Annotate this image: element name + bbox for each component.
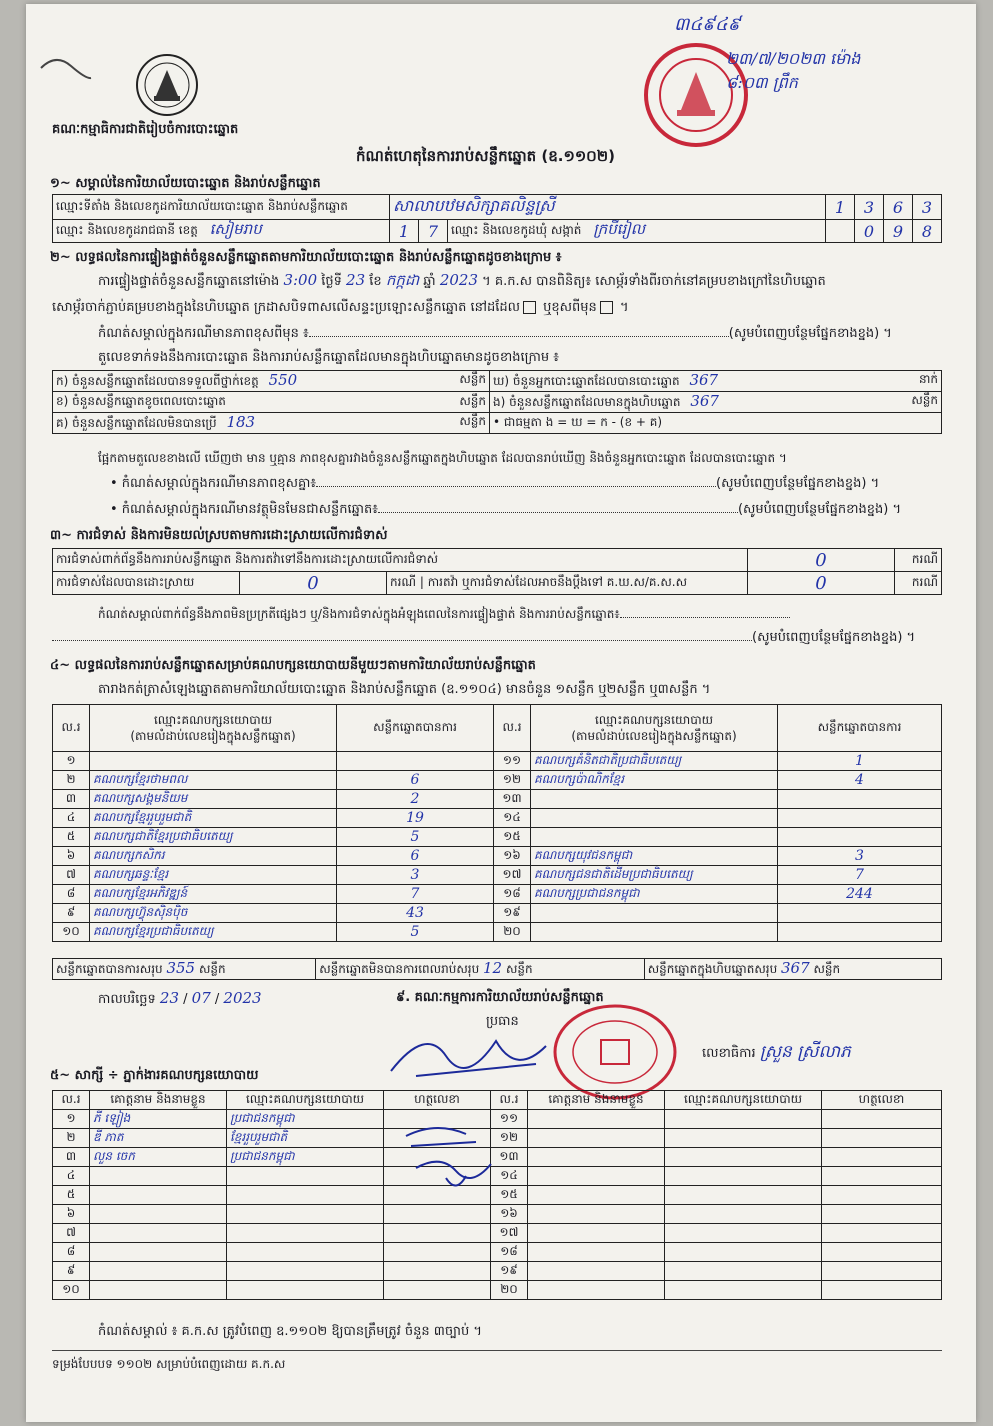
resolved-value: 0 bbox=[240, 572, 387, 595]
result-no: ១៥ bbox=[494, 828, 531, 847]
result-votes bbox=[778, 790, 942, 809]
document-sheet bbox=[26, 4, 976, 1422]
result-votes: 5 bbox=[337, 923, 494, 942]
col-party-right-title: ឈ្មោះគណបក្សនយោបាយ bbox=[594, 713, 714, 727]
witness-party bbox=[665, 1262, 822, 1281]
col-no-left: ល.រ bbox=[53, 705, 90, 752]
witness-party bbox=[665, 1243, 822, 1262]
witness-name bbox=[90, 1205, 227, 1224]
result-party: គណបក្សហ៊្វុនស៊ិនប៉ិច bbox=[90, 904, 337, 923]
result-votes: 3 bbox=[337, 866, 494, 885]
result-row bbox=[53, 885, 942, 904]
result-no: ៨ bbox=[53, 885, 90, 904]
results-table bbox=[52, 704, 942, 942]
section-1-table bbox=[52, 194, 942, 243]
w-col-name-left: គោត្តនាម និងនាមខ្លួន bbox=[90, 1091, 227, 1110]
office-code-2: 3 bbox=[855, 195, 884, 220]
col-no-right: ល.រ bbox=[494, 705, 531, 752]
witness-name: ឌី ភាត bbox=[90, 1129, 227, 1148]
witness-party bbox=[227, 1281, 384, 1300]
result-party: គណបក្សខ្មែររួបរួមជាតិ bbox=[90, 809, 337, 828]
result-party bbox=[531, 923, 778, 942]
fill-hint-4: (សូមបំពេញបន្ថែមផ្នែកខាងខ្នង) ។ bbox=[752, 630, 916, 645]
witness-row bbox=[53, 1262, 942, 1281]
footnote: កំណត់សម្គាល់ ៖ គ.ក.ស ត្រូវបំពេញ ឧ.១១០២ ឱ្យបានត្រឹមត្រូវ ចំនួន ៣ច្បាប់ ។ bbox=[98, 1324, 482, 1339]
witness-name bbox=[528, 1186, 665, 1205]
witness-no: ១៨ bbox=[491, 1243, 528, 1262]
irregularity-label: កំណត់សម្គាល់ពាក់ព័ន្ធនឹងភាពមិនប្រក្រតីផ្សេងៗ ឬ/និងការជំទាស់ក្នុងអំឡុងពេលនៃការផ្ទៀងផ្ទាត់ និងការរាប់សន្លឹកឆ្នោត៖ bbox=[98, 607, 620, 621]
result-votes: 244 bbox=[778, 885, 942, 904]
witness-party bbox=[665, 1186, 822, 1205]
witness-signature bbox=[384, 1224, 491, 1243]
verify-year: 2023 bbox=[439, 271, 478, 289]
gho-label: ឃ) ចំនួនអ្នកបោះឆ្នោតដែលបានបោះឆ្នោត bbox=[493, 374, 680, 388]
result-votes: 43 bbox=[337, 904, 494, 923]
ngo-value: 367 bbox=[690, 392, 719, 410]
commune-code-blank bbox=[826, 220, 855, 243]
verify-line-1 bbox=[98, 272, 826, 290]
result-party: គណបក្សខ្មែរថាមពល bbox=[90, 771, 337, 790]
ka-value: 550 bbox=[268, 371, 298, 389]
result-no: ៧ bbox=[53, 866, 90, 885]
province-cell bbox=[53, 220, 390, 243]
pen-mark-icon bbox=[36, 48, 96, 88]
ko-cell bbox=[53, 413, 490, 434]
discrepancy-note-line bbox=[110, 476, 879, 492]
office-code-1: 1 bbox=[826, 195, 855, 220]
secretary-line bbox=[702, 1044, 851, 1062]
result-votes: 2 bbox=[337, 790, 494, 809]
witness-signature bbox=[822, 1148, 942, 1167]
figures-table bbox=[52, 370, 942, 434]
gho-unit: នាក់ bbox=[918, 372, 938, 386]
stamp-handwritten-note: ២៣/៧/២០២៣ ម៉ោង ៨:០៣ ព្រឹក bbox=[726, 49, 861, 92]
kha-label: ខ) ចំនួនសន្លឹកឆ្នោតខូចពេលបោះឆ្នោត bbox=[56, 394, 226, 408]
witness-name bbox=[528, 1224, 665, 1243]
witness-row bbox=[53, 1243, 942, 1262]
witness-name bbox=[528, 1243, 665, 1262]
verify-line-2: សោម្ភ័រចាក់ភ្ជាប់គម្របខាងក្នុងនៃហិបឆ្នោត ក្រដាសបិទពាសលើសន្ទះប្រឡោះសន្លឹកឆ្នោត នៅដដែល ឬខុសពីមុន ។ bbox=[52, 300, 629, 315]
result-row bbox=[53, 752, 942, 771]
result-party bbox=[531, 790, 778, 809]
resolved-label: ការជំទាស់ដែលបានដោះស្រាយ bbox=[53, 572, 240, 595]
ko-unit: សន្លឹក bbox=[459, 414, 486, 428]
objection-row-1-label: ការជំទាស់ពាក់ព័ន្ធនឹងការរាប់សន្លឹកឆ្នោត និងការតវ៉ាទៅនឹងការដោះស្រាយលើការជំទាស់ bbox=[53, 549, 748, 572]
witness-row bbox=[53, 1205, 942, 1224]
result-row bbox=[53, 771, 942, 790]
col-party-left bbox=[90, 705, 337, 752]
total-valid-label: សន្លឹកឆ្នោតបានការសរុប bbox=[56, 962, 163, 976]
witness-no: ៣ bbox=[53, 1148, 90, 1167]
result-party: គណបក្សឆន្ទៈខ្មែរ bbox=[90, 866, 337, 885]
w-col-sig-right: ហត្ថលេខា bbox=[822, 1091, 942, 1110]
secretary-label: លេខាធិការ bbox=[702, 1046, 756, 1061]
w-col-party-right: ឈ្មោះគណបក្សនយោបាយ bbox=[665, 1091, 822, 1110]
verify-text: ការផ្ទៀងផ្ទាត់ចំនួនសន្លឹកឆ្នោតនៅម៉ោង bbox=[98, 274, 280, 289]
witness-signature bbox=[822, 1110, 942, 1129]
witness-row bbox=[53, 1281, 942, 1300]
totals-row bbox=[52, 958, 942, 980]
witness-name bbox=[90, 1243, 227, 1262]
section-2-heading: ២~ លទ្ធផលនៃការផ្ទៀងផ្ទាត់ចំនួនសន្លឹកឆ្នោតតាមការិយាល័យបោះឆ្នោត និងរាប់សន្លឹកឆ្នោតដូចខាងក្រោម ៖ bbox=[50, 250, 562, 265]
result-row bbox=[53, 866, 942, 885]
total-invalid-value: 12 bbox=[483, 959, 503, 977]
day-label: ថ្ងៃទី bbox=[321, 274, 342, 289]
total-box-label: សន្លឹកឆ្នោតក្នុងហិបឆ្នោតសរុប bbox=[647, 962, 778, 976]
committee-label: ៩. គណៈកម្មការការិយាល័យរាប់សន្លឹកឆ្នោត bbox=[396, 990, 604, 1005]
result-party bbox=[90, 752, 337, 771]
witness-name: ភី ឡៀង bbox=[90, 1110, 227, 1129]
verify-month: កក្កដា bbox=[385, 271, 420, 289]
witness-name bbox=[528, 1262, 665, 1281]
w-col-no-left: ល.រ bbox=[53, 1091, 90, 1110]
result-no: ១ bbox=[53, 752, 90, 771]
result-party: គណបក្សប្រជាជនកម្ពុជា bbox=[531, 885, 778, 904]
result-no: ៩ bbox=[53, 904, 90, 923]
col-votes-right: សន្លឹកឆ្នោតបានការ bbox=[778, 705, 942, 752]
witness-no: ៦ bbox=[53, 1205, 90, 1224]
ka-label: ក) ចំនួនសន្លឹកឆ្នោតដែលបានទទួលពីថ្នាក់ខេត្ត bbox=[56, 374, 259, 388]
result-no: ១៨ bbox=[494, 885, 531, 904]
footer-divider bbox=[52, 1350, 942, 1351]
result-party: គណបក្សយុវជនកម្ពុជា bbox=[531, 847, 778, 866]
witness-no: ៧ bbox=[53, 1224, 90, 1243]
result-votes: 7 bbox=[337, 885, 494, 904]
w-col-party-left: ឈ្មោះគណបក្សនយោបាយ bbox=[227, 1091, 384, 1110]
ka-cell bbox=[53, 371, 490, 392]
result-no: ៣ bbox=[53, 790, 90, 809]
witness-no: ១២ bbox=[491, 1129, 528, 1148]
total-invalid-unit: សន្លឹក bbox=[505, 962, 533, 976]
total-box-value: 367 bbox=[781, 959, 810, 977]
commune-code-2: 9 bbox=[884, 220, 913, 243]
commune-code-3: 8 bbox=[913, 220, 942, 243]
result-no: ១៧ bbox=[494, 866, 531, 885]
or-changed-label: ឬខុសពីមុន bbox=[543, 300, 597, 315]
witness-no: ១៣ bbox=[491, 1148, 528, 1167]
fill-hint-3: (សូមបំពេញបន្ថែមផ្នែកខាងខ្នង) ។ bbox=[737, 502, 902, 517]
kha-cell bbox=[53, 392, 490, 413]
section-3-heading: ៣~ ការជំទាស់ និងការមិនយល់ស្របតាមការដោះស្រាយលើការជំទាស់ bbox=[50, 528, 388, 543]
result-votes: 7 bbox=[778, 866, 942, 885]
witness-signatures-icon bbox=[396, 1116, 506, 1196]
witness-no: ១៦ bbox=[491, 1205, 528, 1224]
result-votes bbox=[337, 752, 494, 771]
results-body bbox=[53, 752, 942, 942]
result-row bbox=[53, 809, 942, 828]
tally-intro: តារាងកត់ត្រាសំឡេងឆ្នោតតាមការិយាល័យបោះឆ្នោត និងរាប់សន្លឹកឆ្នោត (ឧ.១១០៤) មានចំនួន ១សន្លឹក ឬ២សន្លឹក ឬ៣សន្លឹក ។ bbox=[98, 682, 711, 697]
result-party: គណបក្សខ្មែរអភិវឌ្ឍន៍ bbox=[90, 885, 337, 904]
witness-party bbox=[665, 1110, 822, 1129]
result-party: គណបក្សសង្គមនិយម bbox=[90, 790, 337, 809]
form-note: ទម្រង់បែបបទ ១១០២ សម្រាប់បំពេញដោយ គ.ក.ស bbox=[52, 1357, 286, 1371]
result-no: ១១ bbox=[494, 752, 531, 771]
result-party: គណបក្សប៉ាណិកខ្មែរ bbox=[531, 771, 778, 790]
witness-name bbox=[528, 1110, 665, 1129]
witness-name bbox=[90, 1262, 227, 1281]
w-col-name-right: គោត្តនាម និងនាមខ្លួន bbox=[528, 1091, 665, 1110]
figures-intro: តួលេខទាក់ទងនឹងការបោះឆ្នោត និងការរាប់សន្លឹកឆ្នោតដែលមានក្នុងហិបឆ្នោតមានដូចខាងក្រោម ៖ bbox=[98, 350, 559, 365]
ngo-unit: សន្លឹក bbox=[911, 393, 938, 407]
discrepancy-text: ផ្អែកតាមតួលេខខាងលើ ឃើញថា មាន ឬគ្មាន ភាពខុសគ្នារវាងចំនួនសន្លឹកឆ្នោតក្នុងហិបឆ្នោត ដែលបានរាប់ឃើញ និងចំនួនអ្នកបោះឆ្នោត ដែលបានបោះឆ្នោត ។ bbox=[98, 451, 787, 465]
result-row bbox=[53, 923, 942, 942]
appeal-unit: ករណី bbox=[895, 572, 942, 595]
w-col-no-right: ល.រ bbox=[491, 1091, 528, 1110]
witness-party bbox=[665, 1148, 822, 1167]
ka-unit: សន្លឹក bbox=[459, 372, 486, 386]
result-votes bbox=[778, 809, 942, 828]
appeal-label: ការតវ៉ា ឬការជំទាស់ដែលអាចនឹងប្តឹងទៅ គ.ឃ.ស/គ.ស.ស bbox=[427, 575, 688, 589]
verify-time: 3:00 bbox=[283, 271, 318, 289]
gho-cell bbox=[490, 371, 942, 392]
office-label: ឈ្មោះទីតាំង និងលេខកូដការិយាល័យបោះឆ្នោត និងរាប់សន្លឹកឆ្នោត bbox=[53, 195, 390, 220]
foreign-object-label: • កំណត់សម្គាល់ក្នុងករណីមានវត្ថុមិនមែនជាសន្លឹកឆ្នោត៖ bbox=[110, 502, 378, 517]
witness-signature bbox=[822, 1281, 942, 1300]
witness-name bbox=[528, 1129, 665, 1148]
verify-day: 23 bbox=[346, 271, 366, 289]
verify-text-2: សោម្ភ័រចាក់ភ្ជាប់គម្របខាងក្នុងនៃហិបឆ្នោត ក្រដាសបិទពាសលើសន្ទះប្រឡោះសន្លឹកឆ្នោត នៅដដែល bbox=[52, 300, 521, 315]
ngo-label: ង) ចំនួនសន្លឹកឆ្នោតដែលមានក្នុងហិបឆ្នោត bbox=[493, 395, 681, 409]
witness-party bbox=[227, 1243, 384, 1262]
nec-emblem-icon bbox=[134, 52, 200, 118]
commune-cell bbox=[448, 220, 826, 243]
corner-note: ៣៤៩៤៩ bbox=[674, 14, 741, 35]
province-value: សៀមរាប bbox=[209, 220, 262, 238]
total-valid-value: 355 bbox=[166, 959, 196, 977]
appeal-value: 0 bbox=[748, 572, 895, 595]
witness-no: ១៤ bbox=[491, 1167, 528, 1186]
witness-no: ២០ bbox=[491, 1281, 528, 1300]
office-value: សាលាបឋមសិក្សាគលិន្ទស្រី bbox=[390, 195, 826, 220]
objection-row-1-unit: ករណី bbox=[895, 549, 942, 572]
witness-name bbox=[90, 1167, 227, 1186]
date-label: កាលបរិច្ឆេទ bbox=[98, 992, 156, 1007]
witness-signature bbox=[384, 1281, 491, 1300]
province-code-2: 7 bbox=[419, 220, 448, 243]
witness-no: ៤ bbox=[53, 1167, 90, 1186]
org-name: គណៈកម្មាធិការជាតិរៀបចំការបោះឆ្នោត bbox=[52, 122, 239, 137]
result-votes bbox=[778, 904, 942, 923]
witness-name bbox=[528, 1167, 665, 1186]
ko-label: គ) ចំនួនសន្លឹកឆ្នោតដែលមិនបានប្រើ bbox=[56, 416, 217, 430]
objection-row-1-value: 0 bbox=[748, 549, 895, 572]
result-row bbox=[53, 828, 942, 847]
witness-no: ៩ bbox=[53, 1262, 90, 1281]
result-votes bbox=[778, 923, 942, 942]
result-party: គណបក្សខ្មែរប្រជាធិបតេយ្យ bbox=[90, 923, 337, 942]
diff-note-label: កំណត់សម្គាល់ក្នុងករណីមានភាពខុសពីមុន ៖ bbox=[98, 326, 309, 341]
witness-signature bbox=[822, 1186, 942, 1205]
fill-hint: (សូមបំពេញបន្ថែមផ្នែកខាងខ្នង) ។ bbox=[728, 326, 892, 341]
irregularity-note bbox=[98, 606, 790, 622]
total-invalid-cell bbox=[316, 959, 644, 980]
date-month: 07 bbox=[191, 989, 211, 1007]
witness-party bbox=[227, 1186, 384, 1205]
witness-signature bbox=[384, 1205, 491, 1224]
witness-signature bbox=[384, 1243, 491, 1262]
same-checkbox[interactable] bbox=[523, 301, 536, 314]
fill-hint-2: (សូមបំពេញបន្ថែមផ្នែកខាងខ្នង) ។ bbox=[716, 476, 880, 491]
col-party-left-title: ឈ្មោះគណបក្សនយោបាយ bbox=[153, 713, 273, 727]
witness-name bbox=[90, 1186, 227, 1205]
result-votes: 4 bbox=[778, 771, 942, 790]
result-party: គណបក្សកសិករ bbox=[90, 847, 337, 866]
total-valid-cell bbox=[53, 959, 316, 980]
commune-value: ក្របីរៀល bbox=[593, 220, 646, 238]
result-row bbox=[53, 790, 942, 809]
witness-party bbox=[227, 1205, 384, 1224]
result-no: ២០ bbox=[494, 923, 531, 942]
result-party: គណបក្សគំនិតជាតិប្រជាធិបតេយ្យ bbox=[531, 752, 778, 771]
result-party bbox=[531, 828, 778, 847]
result-no: ១៤ bbox=[494, 809, 531, 828]
witness-party bbox=[227, 1224, 384, 1243]
result-votes: 5 bbox=[337, 828, 494, 847]
witness-no: ១ bbox=[53, 1110, 90, 1129]
witness-signature bbox=[822, 1167, 942, 1186]
witness-no: ១៥ bbox=[491, 1186, 528, 1205]
formula: • ជាធម្មតា ង = ឃ = ក - (ខ + គ) bbox=[490, 413, 942, 434]
province-code-1: 1 bbox=[390, 220, 419, 243]
witness-signature bbox=[822, 1262, 942, 1281]
result-no: ១៣ bbox=[494, 790, 531, 809]
result-no: ១០ bbox=[53, 923, 90, 942]
col-party-left-sub: (តាមលំដាប់លេខរៀងក្នុងសន្លឹកឆ្នោត) bbox=[130, 729, 296, 743]
total-invalid-label: សន្លឹកឆ្នោតមិនបានការពេលរាប់សរុប bbox=[319, 962, 480, 976]
result-votes: 3 bbox=[778, 847, 942, 866]
witness-no: ៥ bbox=[53, 1186, 90, 1205]
verify-tail: ។ គ.ក.ស បានពិនិត្យ៖ សោម្ភ័រទាំងពីរចាក់នៅគម្របខាងក្រៅនៃហិបឆ្នោត bbox=[482, 274, 826, 289]
page-title: កំណត់ហេតុនៃការរាប់សន្លឹកឆ្នោត (ឧ.១១០២) bbox=[356, 147, 616, 165]
witness-party: ប្រជាជនកម្ពុជា bbox=[227, 1148, 384, 1167]
total-box-unit: សន្លឹក bbox=[813, 962, 841, 976]
witness-signature bbox=[384, 1262, 491, 1281]
result-votes: 6 bbox=[337, 847, 494, 866]
result-votes bbox=[778, 828, 942, 847]
witness-party: ខ្មែររួបរួមជាតិ bbox=[227, 1129, 384, 1148]
col-party-right-sub: (តាមលំដាប់លេខរៀងក្នុងសន្លឹកឆ្នោត) bbox=[571, 729, 737, 743]
witness-no: ១១ bbox=[491, 1110, 528, 1129]
month-label: ខែ bbox=[369, 274, 382, 289]
ngo-cell bbox=[490, 392, 942, 413]
date-day: 23 bbox=[159, 989, 179, 1007]
chair-label: ប្រធាន bbox=[486, 1014, 519, 1029]
witness-party: ប្រជាជនកម្ពុជា bbox=[227, 1110, 384, 1129]
gho-value: 367 bbox=[689, 371, 719, 389]
result-no: ១៦ bbox=[494, 847, 531, 866]
chair-signature-icon bbox=[386, 1016, 566, 1086]
kha-unit: សន្លឹក bbox=[459, 394, 486, 408]
witness-signature bbox=[822, 1224, 942, 1243]
result-row bbox=[53, 847, 942, 866]
witness-name bbox=[90, 1224, 227, 1243]
witness-name bbox=[528, 1281, 665, 1300]
year-label: ឆ្នាំ bbox=[423, 274, 436, 289]
date-line: កាលបរិច្ឆេទ 23 / 07 / 2023 bbox=[98, 989, 262, 1007]
province-label: ឈ្មោះ និងលេខកូដរាជធានី ខេត្ត bbox=[56, 223, 198, 237]
witness-signature bbox=[822, 1243, 942, 1262]
witness-no: ១៩ bbox=[491, 1262, 528, 1281]
changed-checkbox[interactable] bbox=[600, 301, 613, 314]
witness-party bbox=[665, 1129, 822, 1148]
discrepancy-note-label: • កំណត់សម្គាល់ក្នុងករណីមានភាពខុសគ្នា៖ bbox=[110, 476, 317, 491]
result-party bbox=[531, 904, 778, 923]
irregularity-note-2 bbox=[52, 630, 915, 646]
witness-name: លួន ចេក bbox=[90, 1148, 227, 1167]
objections-table bbox=[52, 548, 942, 595]
witness-signature bbox=[822, 1129, 942, 1148]
witness-party bbox=[665, 1224, 822, 1243]
resolved-unit: ករណី bbox=[390, 575, 417, 589]
total-valid-unit: សន្លឹក bbox=[198, 962, 226, 976]
result-no: ១៩ bbox=[494, 904, 531, 923]
result-no: ១២ bbox=[494, 771, 531, 790]
col-party-right bbox=[531, 705, 778, 752]
ko-value: 183 bbox=[226, 413, 256, 431]
result-no: ២ bbox=[53, 771, 90, 790]
date-year: 2023 bbox=[223, 989, 262, 1007]
witness-party bbox=[665, 1205, 822, 1224]
result-votes: 19 bbox=[337, 809, 494, 828]
commune-label: ឈ្មោះ និងលេខកូដឃុំ សង្កាត់ bbox=[451, 223, 582, 237]
witness-signature bbox=[822, 1205, 942, 1224]
witness-party bbox=[227, 1262, 384, 1281]
witness-no: ៨ bbox=[53, 1243, 90, 1262]
office-code-4: 3 bbox=[913, 195, 942, 220]
section-1-heading: ១~ សម្គាល់នៃការិយាល័យបោះឆ្នោត និងរាប់សន្លឹកឆ្នោត bbox=[50, 176, 321, 191]
result-row bbox=[53, 904, 942, 923]
result-party: គណបក្សជនជាតិដើមប្រជាធិបតេយ្យ bbox=[531, 866, 778, 885]
section-4-heading: ៤~ លទ្ធផលនៃការរាប់សន្លឹកឆ្នោតសម្រាប់គណបក្សនយោបាយនីមួយៗតាមការិយាល័យរាប់សន្លឹកឆ្នោត bbox=[50, 658, 536, 673]
section-5-heading: ៥~ សាក្សី ÷ ភ្នាក់ងារគណបក្សនយោបាយ bbox=[50, 1068, 259, 1083]
witness-party bbox=[227, 1167, 384, 1186]
witness-no: ១០ bbox=[53, 1281, 90, 1300]
witness-no: ២ bbox=[53, 1129, 90, 1148]
witness-name bbox=[528, 1148, 665, 1167]
result-no: ៤ bbox=[53, 809, 90, 828]
witness-row bbox=[53, 1224, 942, 1243]
appeal-cell: ករណី | ការតវ៉ា ឬការជំទាស់ដែលអាចនឹងប្តឹងទៅ គ.ឃ.ស/គ.ស.ស bbox=[387, 572, 748, 595]
witness-party bbox=[665, 1281, 822, 1300]
committee-stamp-icon bbox=[551, 1002, 679, 1102]
foreign-object-note-line bbox=[110, 502, 901, 518]
secretary-name: ស្រួន ស្រីលាភ bbox=[759, 1042, 851, 1062]
result-no: ៦ bbox=[53, 847, 90, 866]
result-votes: 1 bbox=[778, 752, 942, 771]
result-party: គណបក្សជាតិខ្មែរប្រជាធិបតេយ្យ bbox=[90, 828, 337, 847]
office-code-3: 6 bbox=[884, 195, 913, 220]
w-col-sig-left: ហត្ថលេខា bbox=[384, 1091, 491, 1110]
witness-name bbox=[528, 1205, 665, 1224]
result-no: ៥ bbox=[53, 828, 90, 847]
diff-note-line bbox=[98, 326, 892, 342]
witness-no: ១៧ bbox=[491, 1224, 528, 1243]
result-party bbox=[531, 809, 778, 828]
col-votes-left: សន្លឹកឆ្នោតបានការ bbox=[337, 705, 494, 752]
commune-code-1: 0 bbox=[855, 220, 884, 243]
result-votes: 6 bbox=[337, 771, 494, 790]
total-box-cell bbox=[644, 959, 941, 980]
witness-party bbox=[665, 1167, 822, 1186]
witness-name bbox=[90, 1281, 227, 1300]
